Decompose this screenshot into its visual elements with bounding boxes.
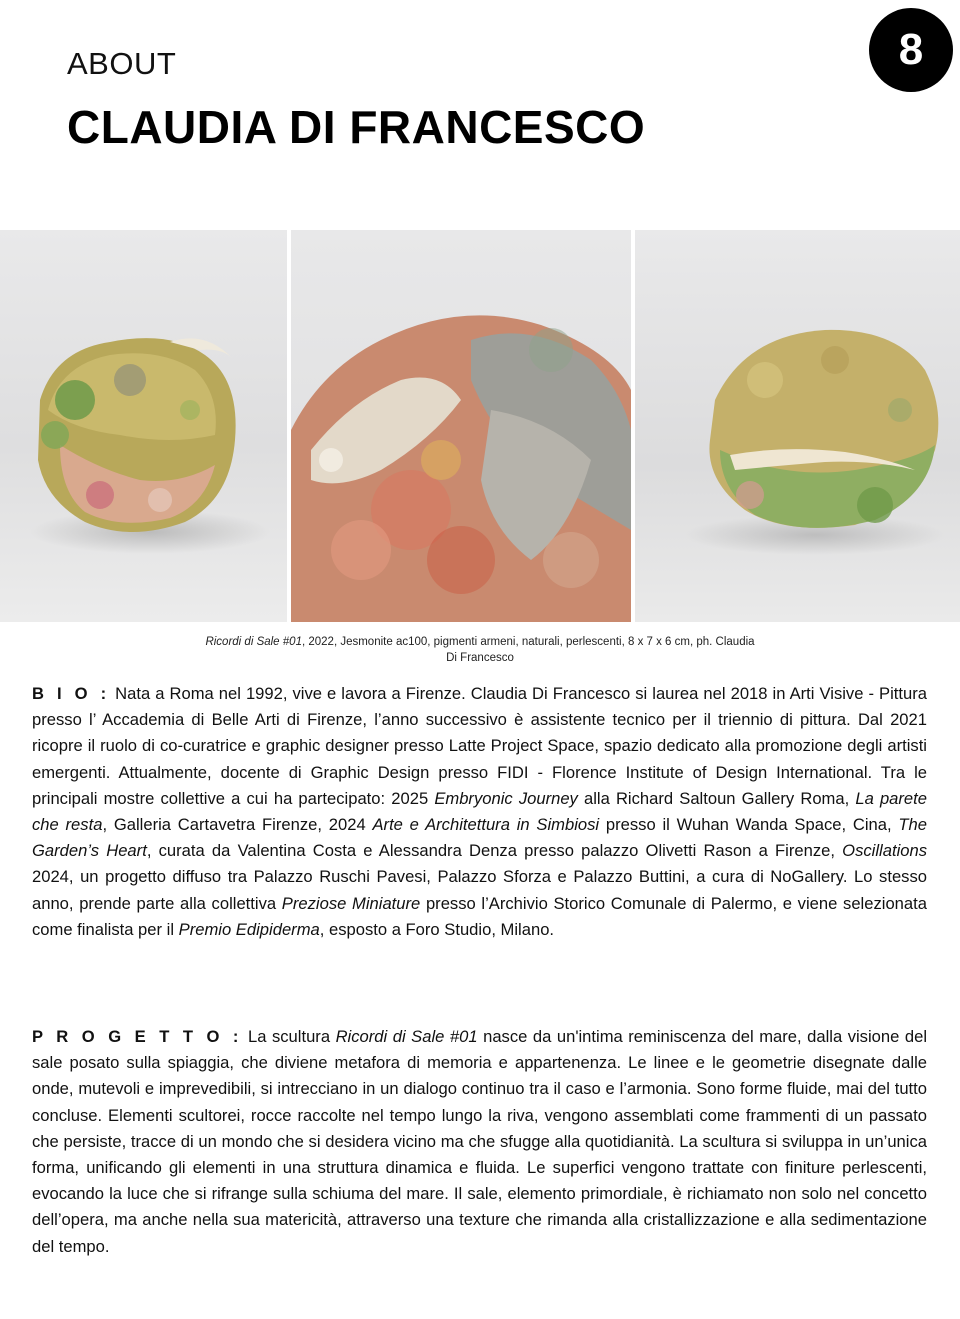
bio-text-segment: Preziose Miniature [281, 893, 421, 913]
progetto-label: P R O G E T T O : [32, 1027, 243, 1046]
bio-text-segment: Arte e Architettura in Simbiosi [372, 815, 600, 835]
bio-text-segment: , curata da Valentina Costa e Alessandra Denza presso palazzo Olivetti Rason a Firenze, [146, 841, 843, 861]
sculpture-photo-center [291, 230, 631, 622]
bio-text-segment: Premio Edipiderma [178, 919, 320, 939]
bio-paragraph [32, 681, 927, 943]
progetto-paragraph [32, 1024, 927, 1260]
section-kicker: ABOUT [67, 46, 177, 81]
bio-text-segment: presso il Wuhan Wanda Space, Cina, [599, 815, 899, 835]
progetto-content [32, 1027, 927, 1256]
bio-text-segment: 2024, un progetto diffuso tra Palazzo Ruschi Pavesi, Palazzo Sforza e Palazzo Buttini, a cura di NoGallery. Lo stesso anno, prende parte alla collettiva [32, 867, 927, 913]
bio-text-segment: The Garden’s Heart [32, 815, 927, 861]
photo-caption [200, 634, 760, 666]
progetto-text-segment: nasce da un'intima reminiscenza del mare, dalla visione del sale posato sulla spiaggia, che diviene metafora di memoria e appartenenza. Le linee e le geometrie disegnate dalle onde, mutevoli e imprevedibili, si intrecciano in un dialogo continuo tra il caso e l’armonia. Sono forme fluide, mai del tutto concluse. Elementi scultorei, rocce raccolte nel tempo lungo la riva, vengono assemblati come frammenti di un passato che persiste, tracce di un mondo che si desidera vicino ma che sfugge alla quotidianità. La scultura si sviluppa in un’unica forma, unificando gli elementi in una struttura dinamica e fluida. Le superfici vengono trattate con finiture perlescenti, evocando la luce che si rifrange sulla schiuma del mare. Il sale, elemento primordiale, è richiamato non solo nel concetto dell’opera, ma anche nella sua matericità, attraverso una texture che rimanda alla cristallizzazione e alla sedimentazione del tempo. [32, 1027, 928, 1256]
sculpture-photo-right [635, 230, 960, 622]
bio-text-segment: Oscillations [842, 841, 928, 861]
progetto-text-segment: La scultura [242, 1027, 336, 1046]
bio-text-segment: presso l’Archivio Storico Comunale di Palermo, e viene selezionata come finalista per il [32, 893, 927, 939]
photo-strip [0, 230, 960, 622]
bio-content [32, 684, 927, 939]
caption-details: , 2022, Jesmonite ac100, pigmenti armeni, naturali, perlescenti, 8 x 7 x 6 cm, ph. Claudia Di Francesco [301, 636, 755, 664]
bio-text-segment: Nata a Roma nel 1992, vive e lavora a Firenze. Claudia Di Francesco si laurea nel 2018 in Arti Visive - Pittura presso l’ Accademia di Belle Arti di Firenze, l’anno successivo è assistente tecnico per il triennio di pittura. Dal 2021 ricopre il ruolo di co-curatrice e graphic designer presso Latte Project Space, spazio dedicato alla promozione degli artisti emergenti. Attualmente, docente di Graphic Design presso FIDI - Florence Institute of Design International. Tra le principali mostre collettive a cui ha partecipato: 2025 [32, 684, 927, 808]
progetto-text-segment: Ricordi di Sale #01 [335, 1027, 478, 1046]
page-title: CLAUDIA DI FRANCESCO [67, 101, 646, 153]
bio-text-segment: alla Richard Saltoun Gallery Roma, [577, 788, 856, 808]
bio-text-segment: Embryonic Journey [434, 788, 578, 808]
caption-artwork-title: Ricordi di Sale #01 [205, 636, 302, 648]
bio-text-segment: , esposto a Foro Studio, Milano. [319, 919, 555, 939]
page-number-badge: 8 [869, 8, 953, 92]
bio-text-segment: La parete che resta [32, 788, 927, 835]
bio-text-segment: , Galleria Cartavetra Firenze, 2024 [102, 815, 373, 835]
bio-label: B I O : [32, 684, 111, 703]
sculpture-photo-left [0, 230, 287, 622]
